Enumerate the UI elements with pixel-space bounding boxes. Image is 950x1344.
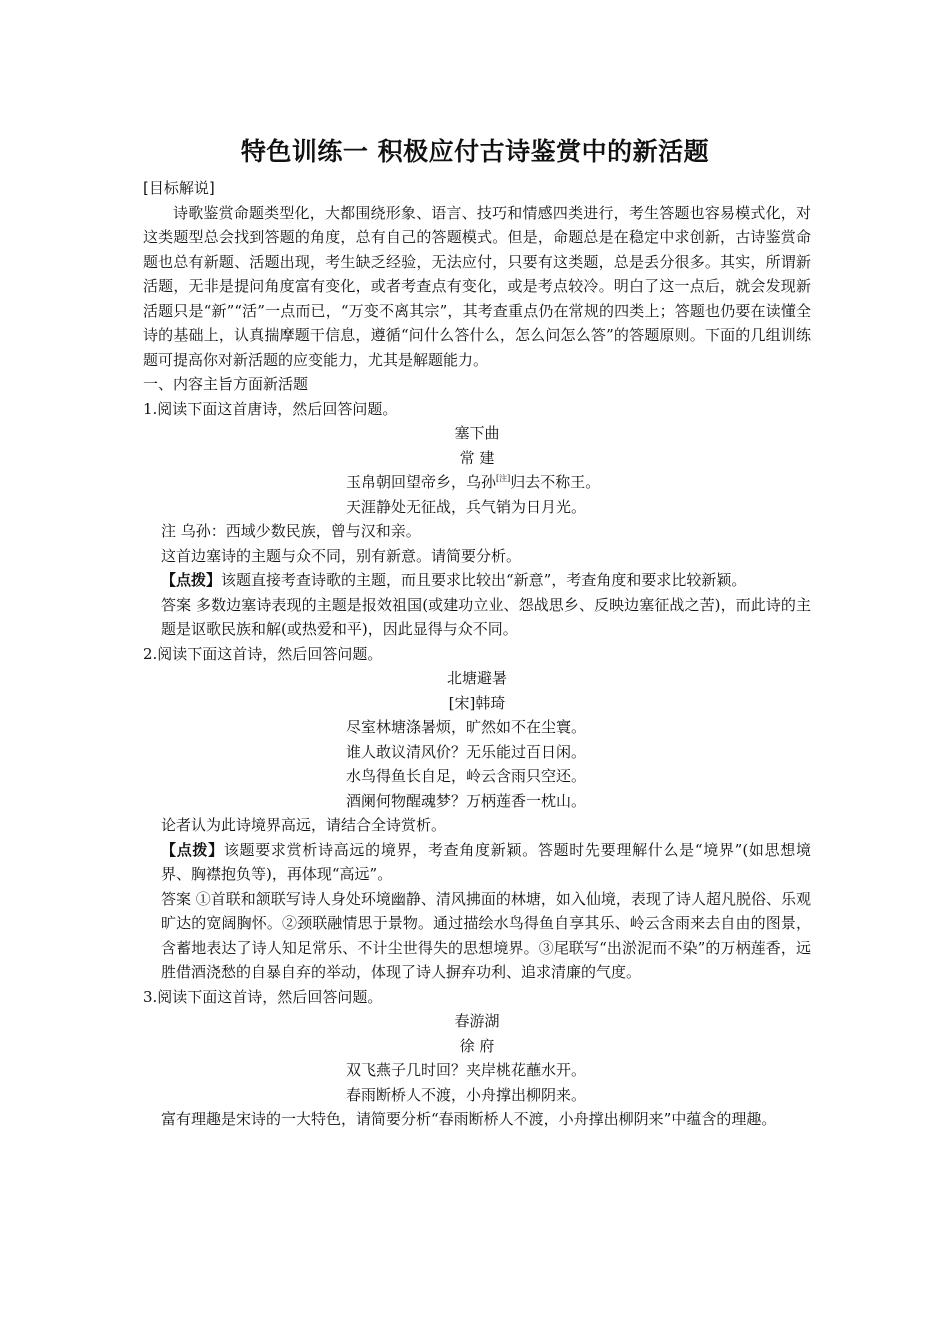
q2-hint-tag: 【点拨】 bbox=[161, 840, 224, 859]
q3-poem-line: 双飞燕子几时回？夹岸桃花蘸水开。 bbox=[346, 1061, 587, 1079]
q3-poem-lines bbox=[143, 1058, 811, 1107]
q3-poem-title: 春游湖 bbox=[454, 1012, 500, 1030]
section-heading: 一、内容主旨方面新活题 bbox=[143, 375, 309, 393]
q1-question: 这首边塞诗的主题与众不同，别有新意。请简要分析。 bbox=[161, 546, 522, 565]
q1-line1-a: 玉帛朝回望帝乡，乌孙 bbox=[346, 473, 497, 491]
q1-poem-line bbox=[346, 470, 811, 495]
q2-hint bbox=[143, 838, 811, 887]
q3-poem-author: 徐 府 bbox=[459, 1036, 495, 1055]
q1-hint bbox=[143, 568, 811, 593]
q1-note-marker: [注] bbox=[496, 474, 511, 483]
q2-prompt: 2.阅读下面这首诗，然后回答问题。 bbox=[143, 644, 383, 663]
q1-poem-lines bbox=[143, 470, 811, 519]
q1-line1-b: 归去不称王。 bbox=[510, 473, 601, 491]
q2-question: 论者认为此诗境界高远，请结合全诗赏析。 bbox=[161, 816, 447, 834]
q2-poem-author: [宋]韩琦 bbox=[448, 693, 506, 712]
q1-answer: 答案 多数边塞诗表现的主题是报效祖国(或建功立业、怨战思乡、反映边塞征战之苦)，而此诗的主题是讴歌民族和解(或热爱和平)，因此显得与众不同。 bbox=[161, 595, 811, 638]
q1-hint-tag: 【点拨】 bbox=[161, 571, 222, 589]
q2-poem-line: 谁人敢议清风价？无乐能过百日闲。 bbox=[346, 742, 587, 761]
q2-poem-lines bbox=[143, 715, 811, 813]
q2-answer: 答案 ①首联和颔联写诗人身处环境幽静、清风拂面的林塘，如入仙境，表现了诗人超凡脱俗、乐观旷达的宽阔胸怀。②颈联融情思于景物。通过描绘水鸟得鱼自享其乐、岭云含雨来去自由的图景，含蓄地表达了诗人知足常乐、不计尘世得失的思想境界。③尾联写“出淤泥而不染”的万柄莲香，远胜借酒浇愁的自暴自弃的举动，体现了诗人摒弃功利、追求清廉的气度。 bbox=[161, 889, 811, 981]
document-body bbox=[143, 176, 811, 1132]
page-title: 特色训练一 积极应付古诗鉴赏中的新活题 bbox=[240, 137, 710, 166]
intro-label: [目标解说] bbox=[143, 179, 215, 197]
q1-prompt: 1.阅读下面这首唐诗，然后回答问题。 bbox=[143, 399, 398, 418]
q2-poem-title: 北塘避暑 bbox=[446, 669, 507, 687]
q3-prompt: 3.阅读下面这首诗，然后回答问题。 bbox=[143, 987, 383, 1006]
q1-hint-text: 该题直接考查诗歌的主题，而且要求比较出“新意”，考查角度和要求比较新颖。 bbox=[221, 571, 747, 589]
q2-poem-line: 尽室林塘涤暑烦，旷然如不在尘寰。 bbox=[346, 718, 587, 736]
q1-note: 注 乌孙：西域少数民族，曾与汉和亲。 bbox=[161, 522, 421, 540]
q3-question: 富有理趣是宋诗的一大特色，请简要分析“春雨断桥人不渡，小舟撑出柳阴来”中蕴含的理趣。 bbox=[161, 1110, 777, 1128]
intro-paragraph: 诗歌鉴赏命题类型化，大都围绕形象、语言、技巧和情感四类进行，考生答题也容易模式化，对这类题型总会找到答题的角度，总有自己的答题模式。但是，命题总是在稳定中求创新，古诗鉴赏命题也总有新题、活题出现，考生缺乏经验，无法应付，只要有这类题，总是丢分很多。其实，所谓新活题，无非是提问角度富有变化，或者考查点有变化，或是考点较冷。明白了这一点后，就会发现新活题只是“新”“活”一点而已，“万变不离其宗”，其考查重点仍在常规的四类上；答题也仍要在读懂全诗的基础上，认真揣摩题干信息，遵循“问什么答什么，怎么问怎么答”的答题原则。下面的几组训练题可提高你对新活题的应变能力，尤其是解题能力。 bbox=[143, 203, 811, 369]
q1-poem-title: 塞下曲 bbox=[454, 424, 500, 442]
q3-poem-line: 春雨断桥人不渡，小舟撑出柳阴来。 bbox=[346, 1085, 587, 1104]
q2-poem-line: 水鸟得鱼长自足，岭云含雨只空还。 bbox=[346, 767, 587, 785]
q1-poem-author: 常 建 bbox=[459, 448, 495, 467]
q2-poem-line: 酒阑何物醒魂梦？万柄莲香一枕山。 bbox=[346, 791, 587, 810]
q1-poem-line: 天涯静处无征战，兵气销为日月光。 bbox=[346, 497, 587, 516]
q2-hint-text: 该题要求赏析诗高远的境界，考查角度新颖。答题时先要理解什么是“境界”(如思想境界、胸襟抱负等)，再体现“高远”。 bbox=[161, 840, 811, 883]
